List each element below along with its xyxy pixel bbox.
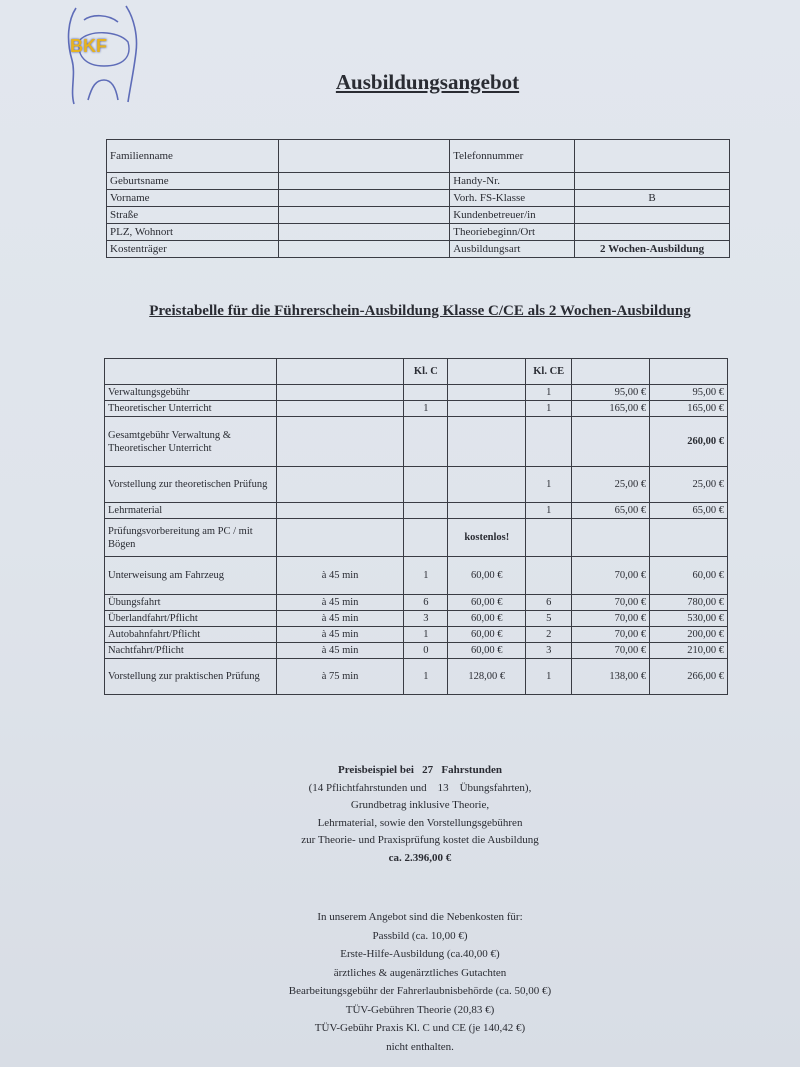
kl-ce-quantity: 5: [526, 611, 572, 627]
duration-cell: à 45 min: [276, 611, 404, 627]
price-row: [105, 417, 728, 467]
additional-cost-item: ärztliches & augenärztliches Gutachten: [333, 966, 507, 979]
header-empty: [650, 359, 728, 385]
kl-c-quantity: 3: [404, 611, 448, 627]
kl-ce-price: 70,00 €: [572, 627, 650, 643]
form-label: Ausbildungsart: [450, 241, 575, 258]
kl-ce-price: 70,00 €: [572, 595, 650, 611]
price-row: [105, 595, 728, 611]
header-kl-ce: Kl. CE: [526, 359, 572, 385]
header-empty: [276, 359, 404, 385]
price-table: [104, 358, 728, 695]
row-total: 530,00 €: [650, 611, 728, 627]
form-label: Theoriebeginn/Ort: [450, 224, 575, 241]
kl-ce-price: 165,00 €: [572, 401, 650, 417]
kl-c-price: 60,00 €: [448, 611, 526, 627]
price-row: [105, 659, 728, 695]
price-table-title: Preistabelle für die Führerschein-Ausbildung Klasse C/CE als 2 Wochen-Ausbildung: [149, 303, 691, 319]
form-row: [107, 224, 730, 241]
kl-ce-price: [572, 417, 650, 467]
form-value-field[interactable]: [278, 173, 450, 190]
kl-c-price: [448, 401, 526, 417]
kl-c-price: [448, 417, 526, 467]
row-total: [650, 519, 728, 557]
form-value-field[interactable]: [278, 140, 450, 173]
form-label: Straße: [107, 207, 279, 224]
additional-cost-item: TÜV-Gebühren Theorie (20,83 €): [345, 1003, 495, 1016]
kl-ce-price: 95,00 €: [572, 385, 650, 401]
kl-c-price: 60,00 €: [448, 643, 526, 659]
row-total: 210,00 €: [650, 643, 728, 659]
price-example-line: zur Theorie- und Praxisprüfung kostet die Ausbildung: [301, 834, 539, 846]
form-label: Geburtsname: [107, 173, 279, 190]
kl-c-quantity: [404, 519, 448, 557]
item-label: Überlandfahrt/Pflicht: [105, 611, 277, 627]
kl-c-quantity: [404, 503, 448, 519]
duration-cell: [276, 467, 404, 503]
price-example-line: (14 Pflichtfahrstunden und 13 Übungsfahrten),: [308, 781, 532, 794]
kl-c-quantity: 6: [404, 595, 448, 611]
form-value-field[interactable]: [575, 173, 730, 190]
row-total: 200,00 €: [650, 627, 728, 643]
duration-cell: à 45 min: [276, 643, 404, 659]
kl-ce-price: [572, 519, 650, 557]
row-total: 260,00 €: [650, 417, 728, 467]
form-row: [107, 140, 730, 173]
kl-c-price: 60,00 €: [448, 595, 526, 611]
item-label: Nachtfahrt/Pflicht: [105, 643, 277, 659]
price-row: [105, 519, 728, 557]
price-example-heading: [200, 762, 640, 780]
item-label: Vorstellung zur praktischen Prüfung: [105, 659, 277, 695]
kl-c-price: [448, 467, 526, 503]
form-label: Kostenträger: [107, 241, 279, 258]
kl-c-price: kostenlos!: [448, 519, 526, 557]
item-label: Lehrmaterial: [105, 503, 277, 519]
kl-c-quantity: 1: [404, 659, 448, 695]
form-value-field[interactable]: [278, 224, 450, 241]
additional-cost-item: Passbild (ca. 10,00 €): [372, 929, 468, 942]
duration-cell: [276, 519, 404, 557]
kl-ce-quantity: 3: [526, 643, 572, 659]
header-empty: [448, 359, 526, 385]
duration-cell: [276, 503, 404, 519]
duration-cell: [276, 417, 404, 467]
kl-ce-quantity: [526, 519, 572, 557]
price-row: [105, 557, 728, 595]
kl-c-quantity: 1: [404, 401, 448, 417]
row-total: 65,00 €: [650, 503, 728, 519]
header-kl-c: Kl. C: [404, 359, 448, 385]
additional-costs-intro: In unserem Angebot sind die Nebenkosten für:: [317, 911, 523, 923]
price-example-line: Grundbetrag inklusive Theorie,: [350, 799, 490, 811]
form-label: Vorname: [107, 190, 279, 207]
price-row: [105, 503, 728, 519]
additional-cost-item: TÜV-Gebühr Praxis Kl. C und CE (je 140,42 €): [314, 1022, 526, 1034]
form-value-field[interactable]: 2 Wochen-Ausbildung: [575, 241, 730, 258]
additional-costs-outro: nicht enthalten.: [386, 1040, 454, 1053]
duration-cell: [276, 401, 404, 417]
kl-ce-quantity: 1: [526, 401, 572, 417]
header-empty: [572, 359, 650, 385]
form-label: Familienname: [107, 140, 279, 173]
kl-ce-quantity: 1: [526, 659, 572, 695]
form-label: Kundenbetreuer/in: [450, 207, 575, 224]
row-total: 25,00 €: [650, 467, 728, 503]
item-label: Autobahnfahrt/Pflicht: [105, 627, 277, 643]
kl-ce-quantity: 1: [526, 467, 572, 503]
price-row: [105, 643, 728, 659]
item-label: Unterweisung am Fahrzeug: [105, 557, 277, 595]
additional-costs: [200, 908, 640, 1056]
form-label: PLZ, Wohnort: [107, 224, 279, 241]
kl-ce-price: 65,00 €: [572, 503, 650, 519]
kl-c-quantity: [404, 467, 448, 503]
form-label: Vorh. FS-Klasse: [450, 190, 575, 207]
price-row: [105, 627, 728, 643]
price-table-header: [105, 359, 728, 385]
form-value-field[interactable]: [575, 140, 730, 173]
personal-data-form: [106, 139, 730, 258]
form-value-field[interactable]: [575, 224, 730, 241]
item-label: Verwaltungsgebühr: [105, 385, 277, 401]
price-example-total: ca. 2.396,00 €: [388, 851, 452, 864]
price-row: [105, 401, 728, 417]
price-example-line: Lehrmaterial, sowie den Vorstellungsgebühren: [317, 816, 523, 829]
kl-ce-quantity: [526, 417, 572, 467]
price-row: [105, 385, 728, 401]
kl-c-price: [448, 385, 526, 401]
form-value-field[interactable]: [278, 241, 450, 258]
form-value-field[interactable]: [278, 190, 450, 207]
form-label: Telefonnummer: [450, 140, 575, 173]
kl-ce-price: 70,00 €: [572, 643, 650, 659]
form-row: [107, 207, 730, 224]
kl-ce-quantity: [526, 557, 572, 595]
kl-c-quantity: 0: [404, 643, 448, 659]
row-total: 165,00 €: [650, 401, 728, 417]
item-label: Theoretischer Unterricht: [105, 401, 277, 417]
form-row: [107, 173, 730, 190]
form-label: Handy-Nr.: [450, 173, 575, 190]
duration-cell: à 45 min: [276, 627, 404, 643]
price-row: [105, 467, 728, 503]
form-row: [107, 190, 730, 207]
form-value-field[interactable]: B: [575, 190, 730, 207]
duration-cell: à 75 min: [276, 659, 404, 695]
row-total: 266,00 €: [650, 659, 728, 695]
lesson-unit: Fahrstunden: [441, 764, 502, 776]
item-label: Prüfungsvorbereitung am PC / mit Bögen: [105, 519, 277, 557]
item-label: Vorstellung zur theoretischen Prüfung: [105, 467, 277, 503]
kl-ce-price: 70,00 €: [572, 611, 650, 627]
kl-c-price: 128,00 €: [448, 659, 526, 695]
lesson-count: 27: [422, 764, 434, 776]
additional-cost-item: Erste-Hilfe-Ausbildung (ca.40,00 €): [340, 948, 500, 960]
page-title: Ausbildungsangebot: [335, 70, 520, 94]
kl-ce-price: 25,00 €: [572, 467, 650, 503]
item-label: Gesamtgebühr Verwaltung & Theoretischer Unterricht: [105, 417, 277, 467]
kl-c-price: [448, 503, 526, 519]
price-example-label: Preisbeispiel bei: [338, 764, 414, 776]
row-total: 60,00 €: [650, 557, 728, 595]
row-total: 780,00 €: [650, 595, 728, 611]
kl-c-quantity: 1: [404, 627, 448, 643]
kl-ce-quantity: 1: [526, 385, 572, 401]
kl-c-quantity: [404, 385, 448, 401]
kl-c-price: 60,00 €: [448, 627, 526, 643]
additional-cost-item: Bearbeitungsgebühr der Fahrerlaubnisbehörde (ca. 50,00 €): [288, 985, 552, 997]
duration-cell: à 45 min: [276, 557, 404, 595]
kl-c-price: 60,00 €: [448, 557, 526, 595]
form-row: [107, 241, 730, 258]
logo-text: BKF: [70, 36, 107, 56]
row-total: 95,00 €: [650, 385, 728, 401]
form-value-field[interactable]: [575, 207, 730, 224]
item-label: Übungsfahrt: [105, 595, 277, 611]
kl-ce-price: 70,00 €: [572, 557, 650, 595]
kl-c-quantity: [404, 417, 448, 467]
kl-ce-quantity: 1: [526, 503, 572, 519]
price-row: [105, 611, 728, 627]
kl-ce-quantity: 6: [526, 595, 572, 611]
kl-ce-quantity: 2: [526, 627, 572, 643]
kl-ce-price: 138,00 €: [572, 659, 650, 695]
form-value-field[interactable]: [278, 207, 450, 224]
duration-cell: à 45 min: [276, 595, 404, 611]
duration-cell: [276, 385, 404, 401]
price-example: [200, 762, 640, 867]
header-empty: [105, 359, 277, 385]
kl-c-quantity: 1: [404, 557, 448, 595]
